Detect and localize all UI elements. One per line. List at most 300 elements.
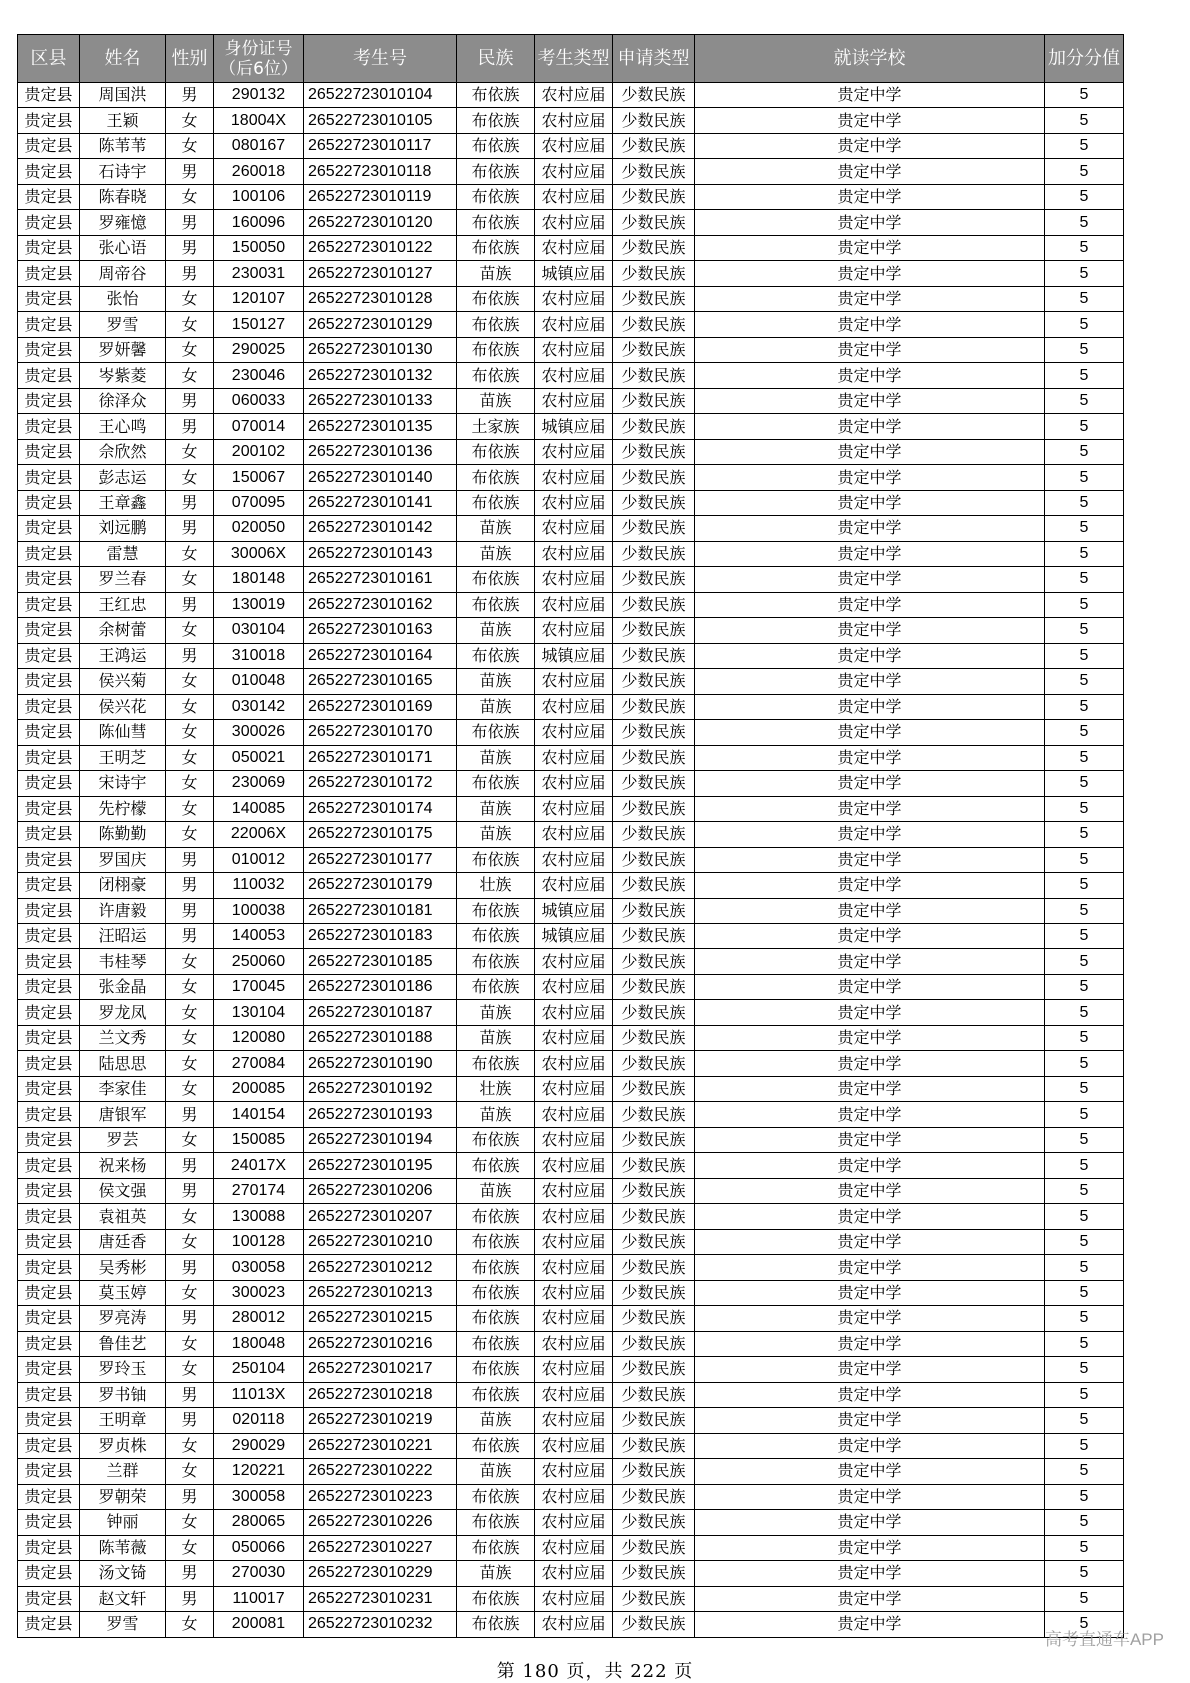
cell-district: 贵定县 <box>18 465 80 490</box>
cell-name: 陈仙彗 <box>80 720 166 745</box>
table-row <box>18 1484 1124 1509</box>
cell-district: 贵定县 <box>18 1510 80 1535</box>
cell-id-suffix: 020118 <box>214 1408 304 1433</box>
cell-id-suffix: 150067 <box>214 465 304 490</box>
cell-name: 刘远鹏 <box>80 516 166 541</box>
cell-apply-type: 少数民族 <box>613 1280 695 1305</box>
cell-apply-type: 少数民族 <box>613 618 695 643</box>
cell-apply-type: 少数民族 <box>613 83 695 108</box>
cell-name: 王明芝 <box>80 745 166 770</box>
cell-ethnicity: 布依族 <box>457 720 535 745</box>
table-row <box>18 1331 1124 1356</box>
cell-district: 贵定县 <box>18 1459 80 1484</box>
cell-apply-type: 少数民族 <box>613 1331 695 1356</box>
cell-name: 侯兴花 <box>80 694 166 719</box>
table-row <box>18 771 1124 796</box>
cell-candidate-type: 农村应届 <box>535 694 613 719</box>
cell-district: 贵定县 <box>18 1331 80 1356</box>
cell-exam-no: 26522723010140 <box>304 465 457 490</box>
cell-candidate-type: 农村应届 <box>535 1561 613 1586</box>
cell-gender: 女 <box>166 337 214 362</box>
cell-district: 贵定县 <box>18 873 80 898</box>
cell-bonus: 5 <box>1045 286 1124 311</box>
cell-bonus: 5 <box>1045 1535 1124 1560</box>
cell-gender: 男 <box>166 414 214 439</box>
cell-candidate-type: 农村应届 <box>535 516 613 541</box>
cell-candidate-type: 农村应届 <box>535 822 613 847</box>
cell-exam-no: 26522723010170 <box>304 720 457 745</box>
cell-gender: 女 <box>166 312 214 337</box>
cell-district: 贵定县 <box>18 235 80 260</box>
cell-exam-no: 26522723010185 <box>304 949 457 974</box>
cell-id-suffix: 270030 <box>214 1561 304 1586</box>
cell-id-suffix: 070014 <box>214 414 304 439</box>
table-row <box>18 1510 1124 1535</box>
cell-school: 贵定中学 <box>695 83 1045 108</box>
cell-bonus: 5 <box>1045 618 1124 643</box>
cell-exam-no: 26522723010163 <box>304 618 457 643</box>
cell-ethnicity: 苗族 <box>457 1000 535 1025</box>
cell-apply-type: 少数民族 <box>613 1000 695 1025</box>
table-row <box>18 822 1124 847</box>
cell-name: 兰文秀 <box>80 1025 166 1050</box>
cell-school: 贵定中学 <box>695 1433 1045 1458</box>
cell-apply-type: 少数民族 <box>613 1612 695 1637</box>
cell-ethnicity: 壮族 <box>457 1076 535 1101</box>
table-row <box>18 567 1124 592</box>
cell-district: 贵定县 <box>18 643 80 668</box>
cell-gender: 女 <box>166 286 214 311</box>
table-row <box>18 873 1124 898</box>
cell-candidate-type: 农村应届 <box>535 1051 613 1076</box>
cell-id-suffix: 030142 <box>214 694 304 719</box>
cell-school: 贵定中学 <box>695 261 1045 286</box>
cell-bonus: 5 <box>1045 1153 1124 1178</box>
cell-district: 贵定县 <box>18 567 80 592</box>
cell-exam-no: 26522723010207 <box>304 1204 457 1229</box>
cell-candidate-type: 城镇应届 <box>535 261 613 286</box>
cell-name: 罗书铀 <box>80 1382 166 1407</box>
cell-name: 周国洪 <box>80 83 166 108</box>
cell-district: 贵定县 <box>18 1382 80 1407</box>
cell-id-suffix: 130088 <box>214 1204 304 1229</box>
cell-name: 罗兰春 <box>80 567 166 592</box>
table-row <box>18 1255 1124 1280</box>
cell-district: 贵定县 <box>18 771 80 796</box>
cell-candidate-type: 农村应届 <box>535 210 613 235</box>
cell-school: 贵定中学 <box>695 1306 1045 1331</box>
cell-gender: 男 <box>166 261 214 286</box>
cell-ethnicity: 布依族 <box>457 898 535 923</box>
cell-school: 贵定中学 <box>695 694 1045 719</box>
cell-apply-type: 少数民族 <box>613 388 695 413</box>
cell-gender: 男 <box>166 873 214 898</box>
cell-candidate-type: 农村应届 <box>535 949 613 974</box>
cell-school: 贵定中学 <box>695 1612 1045 1637</box>
cell-name: 王红忠 <box>80 592 166 617</box>
cell-exam-no: 26522723010190 <box>304 1051 457 1076</box>
cell-gender: 女 <box>166 949 214 974</box>
cell-gender: 女 <box>166 1076 214 1101</box>
table-row <box>18 1408 1124 1433</box>
cell-candidate-type: 农村应届 <box>535 83 613 108</box>
cell-bonus: 5 <box>1045 1000 1124 1025</box>
cell-gender: 男 <box>166 1255 214 1280</box>
cell-exam-no: 26522723010188 <box>304 1025 457 1050</box>
cell-name: 王明章 <box>80 1408 166 1433</box>
cell-ethnicity: 布依族 <box>457 1433 535 1458</box>
cell-name: 王鸿运 <box>80 643 166 668</box>
cell-bonus: 5 <box>1045 1280 1124 1305</box>
cell-exam-no: 26522723010232 <box>304 1612 457 1637</box>
cell-gender: 女 <box>166 720 214 745</box>
cell-exam-no: 26522723010215 <box>304 1306 457 1331</box>
cell-candidate-type: 农村应届 <box>535 1586 613 1611</box>
cell-id-suffix: 100106 <box>214 184 304 209</box>
cell-school: 贵定中学 <box>695 847 1045 872</box>
cell-bonus: 5 <box>1045 133 1124 158</box>
cell-bonus: 5 <box>1045 1561 1124 1586</box>
cell-district: 贵定县 <box>18 541 80 566</box>
cell-bonus: 5 <box>1045 210 1124 235</box>
cell-id-suffix: 050021 <box>214 745 304 770</box>
cell-district: 贵定县 <box>18 1280 80 1305</box>
cell-name: 陈春晓 <box>80 184 166 209</box>
cell-bonus: 5 <box>1045 1331 1124 1356</box>
cell-exam-no: 26522723010117 <box>304 133 457 158</box>
cell-name: 徐泽众 <box>80 388 166 413</box>
cell-ethnicity: 布依族 <box>457 1535 535 1560</box>
cell-exam-no: 26522723010229 <box>304 1561 457 1586</box>
cell-name: 罗贞株 <box>80 1433 166 1458</box>
cell-school: 贵定中学 <box>695 108 1045 133</box>
table-row <box>18 669 1124 694</box>
cell-school: 贵定中学 <box>695 541 1045 566</box>
cell-bonus: 5 <box>1045 439 1124 464</box>
cell-candidate-type: 农村应届 <box>535 1255 613 1280</box>
cell-ethnicity: 苗族 <box>457 745 535 770</box>
cell-school: 贵定中学 <box>695 1382 1045 1407</box>
cell-school: 贵定中学 <box>695 1127 1045 1152</box>
cell-id-suffix: 300058 <box>214 1484 304 1509</box>
cell-candidate-type: 农村应届 <box>535 592 613 617</box>
cell-candidate-type: 农村应届 <box>535 159 613 184</box>
cell-id-suffix: 290029 <box>214 1433 304 1458</box>
cell-gender: 女 <box>166 771 214 796</box>
cell-bonus: 5 <box>1045 1612 1124 1637</box>
cell-school: 贵定中学 <box>695 235 1045 260</box>
cell-apply-type: 少数民族 <box>613 1051 695 1076</box>
cell-name: 罗玲玉 <box>80 1357 166 1382</box>
cell-bonus: 5 <box>1045 1484 1124 1509</box>
cell-id-suffix: 110017 <box>214 1586 304 1611</box>
table-row <box>18 184 1124 209</box>
cell-ethnicity: 布依族 <box>457 949 535 974</box>
cell-exam-no: 26522723010213 <box>304 1280 457 1305</box>
cell-ethnicity: 布依族 <box>457 363 535 388</box>
cell-apply-type: 少数民族 <box>613 1178 695 1203</box>
cell-bonus: 5 <box>1045 1510 1124 1535</box>
table-row <box>18 592 1124 617</box>
cell-district: 贵定县 <box>18 83 80 108</box>
table-row <box>18 974 1124 999</box>
cell-candidate-type: 城镇应届 <box>535 643 613 668</box>
header-bonus: 加分分值 <box>1045 35 1124 83</box>
cell-gender: 男 <box>166 1306 214 1331</box>
cell-name: 张金晶 <box>80 974 166 999</box>
cell-school: 贵定中学 <box>695 312 1045 337</box>
cell-id-suffix: 120080 <box>214 1025 304 1050</box>
cell-ethnicity: 布依族 <box>457 1510 535 1535</box>
cell-district: 贵定县 <box>18 923 80 948</box>
cell-district: 贵定县 <box>18 847 80 872</box>
cell-gender: 男 <box>166 1102 214 1127</box>
cell-school: 贵定中学 <box>695 1153 1045 1178</box>
cell-name: 吴秀彬 <box>80 1255 166 1280</box>
cell-ethnicity: 苗族 <box>457 618 535 643</box>
cell-school: 贵定中学 <box>695 1586 1045 1611</box>
cell-exam-no: 26522723010231 <box>304 1586 457 1611</box>
cell-candidate-type: 农村应届 <box>535 771 613 796</box>
cell-school: 贵定中学 <box>695 873 1045 898</box>
cell-id-suffix: 180148 <box>214 567 304 592</box>
cell-name: 罗芸 <box>80 1127 166 1152</box>
cell-ethnicity: 布依族 <box>457 184 535 209</box>
cell-apply-type: 少数民族 <box>613 235 695 260</box>
cell-school: 贵定中学 <box>695 439 1045 464</box>
cell-candidate-type: 农村应届 <box>535 490 613 515</box>
cell-school: 贵定中学 <box>695 1051 1045 1076</box>
cell-candidate-type: 农村应届 <box>535 1459 613 1484</box>
cell-district: 贵定县 <box>18 822 80 847</box>
cell-gender: 男 <box>166 898 214 923</box>
cell-district: 贵定县 <box>18 1255 80 1280</box>
cell-id-suffix: 150085 <box>214 1127 304 1152</box>
cell-apply-type: 少数民族 <box>613 923 695 948</box>
cell-bonus: 5 <box>1045 1408 1124 1433</box>
cell-bonus: 5 <box>1045 337 1124 362</box>
cell-district: 贵定县 <box>18 159 80 184</box>
cell-district: 贵定县 <box>18 796 80 821</box>
cell-gender: 男 <box>166 1561 214 1586</box>
cell-ethnicity: 苗族 <box>457 516 535 541</box>
cell-bonus: 5 <box>1045 567 1124 592</box>
cell-exam-no: 26522723010127 <box>304 261 457 286</box>
cell-ethnicity: 苗族 <box>457 388 535 413</box>
cell-bonus: 5 <box>1045 1255 1124 1280</box>
cell-apply-type: 少数民族 <box>613 337 695 362</box>
cell-apply-type: 少数民族 <box>613 312 695 337</box>
cell-bonus: 5 <box>1045 159 1124 184</box>
cell-school: 贵定中学 <box>695 592 1045 617</box>
cell-ethnicity: 苗族 <box>457 1408 535 1433</box>
cell-bonus: 5 <box>1045 1459 1124 1484</box>
cell-exam-no: 26522723010192 <box>304 1076 457 1101</box>
cell-ethnicity: 苗族 <box>457 1561 535 1586</box>
cell-bonus: 5 <box>1045 1025 1124 1050</box>
cell-ethnicity: 土家族 <box>457 414 535 439</box>
cell-ethnicity: 布依族 <box>457 567 535 592</box>
cell-exam-no: 26522723010133 <box>304 388 457 413</box>
cell-id-suffix: 200081 <box>214 1612 304 1637</box>
cell-id-suffix: 280065 <box>214 1510 304 1535</box>
cell-gender: 女 <box>166 541 214 566</box>
cell-id-suffix: 11013X <box>214 1382 304 1407</box>
cell-apply-type: 少数民族 <box>613 516 695 541</box>
cell-bonus: 5 <box>1045 745 1124 770</box>
cell-id-suffix: 290025 <box>214 337 304 362</box>
cell-exam-no: 26522723010223 <box>304 1484 457 1509</box>
cell-apply-type: 少数民族 <box>613 133 695 158</box>
cell-id-suffix: 140053 <box>214 923 304 948</box>
cell-candidate-type: 农村应届 <box>535 1204 613 1229</box>
cell-candidate-type: 农村应届 <box>535 465 613 490</box>
cell-ethnicity: 布依族 <box>457 847 535 872</box>
cell-name: 唐银军 <box>80 1102 166 1127</box>
cell-district: 贵定县 <box>18 669 80 694</box>
cell-ethnicity: 布依族 <box>457 133 535 158</box>
cell-school: 贵定中学 <box>695 210 1045 235</box>
cell-exam-no: 26522723010169 <box>304 694 457 719</box>
cell-school: 贵定中学 <box>695 1255 1045 1280</box>
cell-exam-no: 26522723010217 <box>304 1357 457 1382</box>
cell-candidate-type: 农村应届 <box>535 1025 613 1050</box>
cell-apply-type: 少数民族 <box>613 1204 695 1229</box>
cell-id-suffix: 180048 <box>214 1331 304 1356</box>
cell-candidate-type: 农村应届 <box>535 1280 613 1305</box>
cell-bonus: 5 <box>1045 388 1124 413</box>
cell-ethnicity: 布依族 <box>457 1612 535 1637</box>
cell-apply-type: 少数民族 <box>613 949 695 974</box>
cell-id-suffix: 170045 <box>214 974 304 999</box>
cell-id-suffix: 280012 <box>214 1306 304 1331</box>
cell-school: 贵定中学 <box>695 1561 1045 1586</box>
cell-bonus: 5 <box>1045 1306 1124 1331</box>
cell-gender: 女 <box>166 1535 214 1560</box>
cell-district: 贵定县 <box>18 490 80 515</box>
cell-bonus: 5 <box>1045 490 1124 515</box>
cell-candidate-type: 农村应届 <box>535 439 613 464</box>
cell-candidate-type: 农村应届 <box>535 184 613 209</box>
cell-id-suffix: 100128 <box>214 1229 304 1254</box>
cell-apply-type: 少数民族 <box>613 1025 695 1050</box>
cell-school: 贵定中学 <box>695 796 1045 821</box>
cell-apply-type: 少数民族 <box>613 1382 695 1407</box>
admission-bonus-table <box>17 34 1124 1638</box>
table-row <box>18 1357 1124 1382</box>
cell-apply-type: 少数民族 <box>613 1255 695 1280</box>
table-row <box>18 898 1124 923</box>
cell-apply-type: 少数民族 <box>613 643 695 668</box>
cell-name: 王心鸣 <box>80 414 166 439</box>
cell-gender: 女 <box>166 1510 214 1535</box>
cell-name: 陆思思 <box>80 1051 166 1076</box>
cell-gender: 女 <box>166 1280 214 1305</box>
cell-district: 贵定县 <box>18 618 80 643</box>
table-row <box>18 643 1124 668</box>
cell-name: 侯文强 <box>80 1178 166 1203</box>
cell-apply-type: 少数民族 <box>613 1535 695 1560</box>
cell-apply-type: 少数民族 <box>613 1127 695 1152</box>
cell-name: 祝来杨 <box>80 1153 166 1178</box>
cell-exam-no: 26522723010141 <box>304 490 457 515</box>
cell-apply-type: 少数民族 <box>613 541 695 566</box>
cell-exam-no: 26522723010143 <box>304 541 457 566</box>
cell-ethnicity: 布依族 <box>457 490 535 515</box>
cell-ethnicity: 布依族 <box>457 1357 535 1382</box>
cell-id-suffix: 200102 <box>214 439 304 464</box>
cell-ethnicity: 布依族 <box>457 923 535 948</box>
cell-candidate-type: 农村应届 <box>535 1382 613 1407</box>
table-row <box>18 1000 1124 1025</box>
cell-ethnicity: 壮族 <box>457 873 535 898</box>
cell-bonus: 5 <box>1045 108 1124 133</box>
cell-exam-no: 26522723010142 <box>304 516 457 541</box>
cell-id-suffix: 300023 <box>214 1280 304 1305</box>
cell-school: 贵定中学 <box>695 1025 1045 1050</box>
cell-school: 贵定中学 <box>695 1459 1045 1484</box>
cell-gender: 女 <box>166 108 214 133</box>
cell-candidate-type: 农村应届 <box>535 1535 613 1560</box>
cell-district: 贵定县 <box>18 312 80 337</box>
cell-school: 贵定中学 <box>695 286 1045 311</box>
cell-gender: 女 <box>166 1025 214 1050</box>
cell-candidate-type: 农村应届 <box>535 388 613 413</box>
cell-apply-type: 少数民族 <box>613 822 695 847</box>
table-row <box>18 949 1124 974</box>
cell-district: 贵定县 <box>18 898 80 923</box>
cell-name: 鲁佳艺 <box>80 1331 166 1356</box>
cell-gender: 女 <box>166 1127 214 1152</box>
table-row <box>18 1178 1124 1203</box>
table-row <box>18 1127 1124 1152</box>
cell-exam-no: 26522723010194 <box>304 1127 457 1152</box>
cell-exam-no: 26522723010128 <box>304 286 457 311</box>
table-header-row <box>18 35 1124 83</box>
cell-name: 陈苇苇 <box>80 133 166 158</box>
cell-candidate-type: 农村应届 <box>535 1306 613 1331</box>
cell-name: 兰群 <box>80 1459 166 1484</box>
cell-id-suffix: 150050 <box>214 235 304 260</box>
cell-district: 贵定县 <box>18 1561 80 1586</box>
cell-candidate-type: 城镇应届 <box>535 414 613 439</box>
cell-candidate-type: 农村应届 <box>535 1127 613 1152</box>
cell-name: 汪昭运 <box>80 923 166 948</box>
cell-school: 贵定中学 <box>695 822 1045 847</box>
cell-gender: 男 <box>166 1153 214 1178</box>
cell-gender: 男 <box>166 1382 214 1407</box>
cell-school: 贵定中学 <box>695 133 1045 158</box>
cell-name: 张心语 <box>80 235 166 260</box>
table-row <box>18 516 1124 541</box>
cell-school: 贵定中学 <box>695 1076 1045 1101</box>
cell-gender: 女 <box>166 1459 214 1484</box>
cell-exam-no: 26522723010186 <box>304 974 457 999</box>
cell-candidate-type: 农村应届 <box>535 1331 613 1356</box>
cell-gender: 男 <box>166 490 214 515</box>
cell-id-suffix: 030104 <box>214 618 304 643</box>
cell-ethnicity: 苗族 <box>457 1459 535 1484</box>
cell-apply-type: 少数民族 <box>613 1433 695 1458</box>
cell-district: 贵定县 <box>18 1000 80 1025</box>
cell-apply-type: 少数民族 <box>613 1561 695 1586</box>
cell-ethnicity: 苗族 <box>457 1025 535 1050</box>
cell-ethnicity: 苗族 <box>457 669 535 694</box>
cell-exam-no: 26522723010164 <box>304 643 457 668</box>
table-row <box>18 1229 1124 1254</box>
header-district: 区县 <box>18 35 80 83</box>
cell-candidate-type: 农村应届 <box>535 133 613 158</box>
